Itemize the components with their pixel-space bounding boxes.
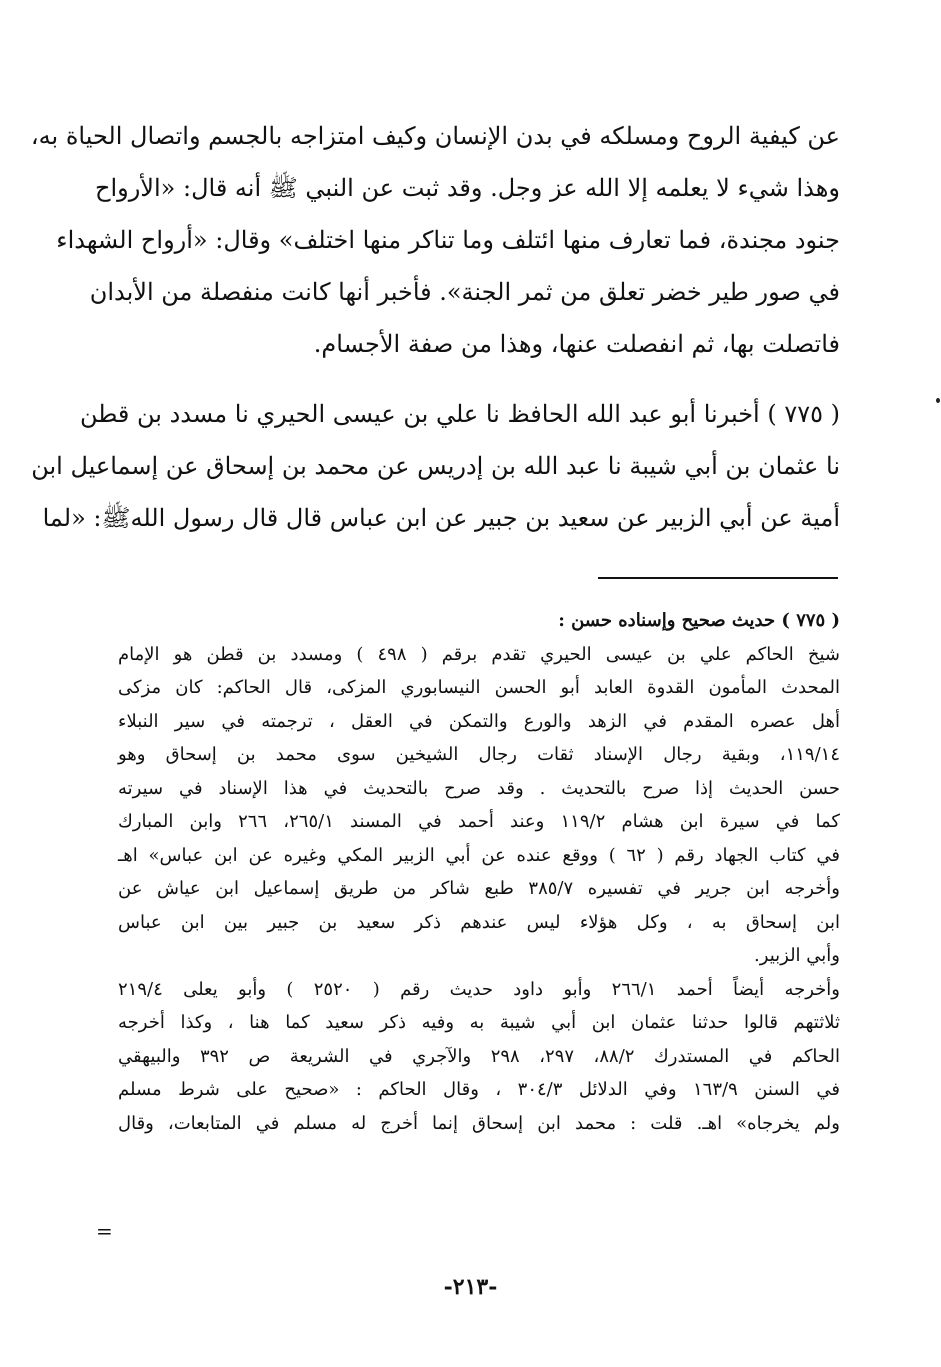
footnote-line: الحاكم في المستدرك ٨٨/٢، ٢٩٧، ٢٩٨ والآجري في الشريعة ص ٣٩٢ والبيهقي	[118, 1045, 841, 1067]
footnote-line: وأخرجه ابن جرير في تفسيره ٣٨٥/٧ طبع شاكر من طريق إسماعيل ابن عياش عن	[118, 878, 840, 899]
footnote-separator	[598, 577, 838, 579]
page-number: -٢١٣-	[443, 1274, 498, 1300]
footnote-line: في السنن ١٦٣/٩ وفي الدلائل ٣٠٤/٣ ، وقال الحاكم : «صحيح على شرط مسلم	[118, 1079, 840, 1100]
footnote-line: المحدث المأمون القدوة العابد أبو الحسن النيسابوري المزكى، قال الحاكم: كان مزكى	[118, 677, 840, 698]
footnote-line: ابن إسحاق به ، وكل هؤلاء ليس عندهم ذكر سعيد بن جبير بين ابن عباس	[118, 911, 840, 933]
main-text-line: عن كيفية الروح ومسلكه في بدن الإنسان وكيف امتزاجه بالجسم واتصال الحياة به،	[30, 122, 840, 150]
footnote-heading: ( ٧٧٥ ) حديث صحيح وإسناده حسن :	[558, 610, 840, 631]
footnote-line: وأبي الزبير.	[754, 945, 840, 966]
scan-speck	[936, 398, 940, 403]
footnote-line: حسن الحديث إذا صرح بالتحديث . وقد صرح بالتحديث في هذا الإسناد في سيرته	[118, 777, 840, 799]
main-text-line: وهذا شيء لا يعلمه إلا الله عز وجل. وقد ثبت عن النبي ﷺ أنه قال: «الأرواح	[94, 174, 840, 202]
hadith-text-line: ( ٧٧٥ ) أخبرنا أبو عبد الله الحافظ نا علي بن عيسى الحيري نا مسدد بن قطن	[79, 400, 840, 428]
main-text-line: جنود مجندة، فما تعارف منها ائتلف وما تناكر منها اختلف» وقال: «أرواح الشهداء	[56, 226, 840, 254]
hadith-text-line: نا عثمان بن أبي شيبة نا عبد الله بن إدريس عن محمد بن إسحاق عن إسماعيل ابن	[31, 452, 840, 480]
main-text-line: فاتصلت بها، ثم انفصلت عنها، وهذا من صفة الأجسام.	[313, 330, 840, 358]
footnote-line: ثلاثتهم قالوا حدثنا عثمان ابن أبي شيبة به وفيه ذكر سعيد كما هنا ، وكذا أخرجه	[118, 1012, 840, 1033]
footnote-line: شيخ الحاكم علي بن عيسى الحيري تقدم برقم ( ٤٩٨ ) ومسدد بن قطن هو الإمام	[118, 643, 840, 665]
footnote-line: ولم يخرجاه» اهـ. قلت : محمد ابن إسحاق إنما أخرج له مسلم في المتابعات، وقال	[118, 1112, 840, 1134]
footnote-line: ١١٩/١٤، وبقية رجال الإسناد ثقات رجال الشيخين سوى محمد بن إسحاق وهو	[118, 744, 840, 765]
main-text-block	[30, 110, 840, 544]
paragraph-gap	[118, 370, 840, 388]
footnote-line: في كتاب الجهاد رقم ( ٦٢ ) ووقع عنده عن أبي الزبير المكي وغيره عن ابن عباس» اهـ	[118, 844, 840, 866]
continuation-mark: =	[96, 1219, 113, 1243]
footnote-line: وأخرجه أيضاً أحمد ٢٦٦/١ وأبو داود حديث رقم ( ٢٥٢٠ ) وأبو يعلى ٢١٩/٤	[118, 978, 840, 1000]
hadith-text-line: أمية عن أبي الزبير عن سعيد بن جبير عن ابن عباس قال قال رسول اللهﷺ: «لما	[42, 504, 840, 532]
footnote-block	[118, 604, 840, 1140]
footnote-line: كما في سيرة ابن هشام ١١٩/٢ وعند أحمد في المسند ٢٦٥/١، ٢٦٦ وابن المبارك	[118, 811, 841, 832]
main-text-line: في صور طير خضر تعلق من ثمر الجنة». فأخبر أنها كانت منفصلة من الأبدان	[89, 278, 840, 306]
footnote-line: أهل عصره المقدم في الزهد والورع والتمكن في العقل ، ترجمته في سير النبلاء	[118, 710, 840, 732]
